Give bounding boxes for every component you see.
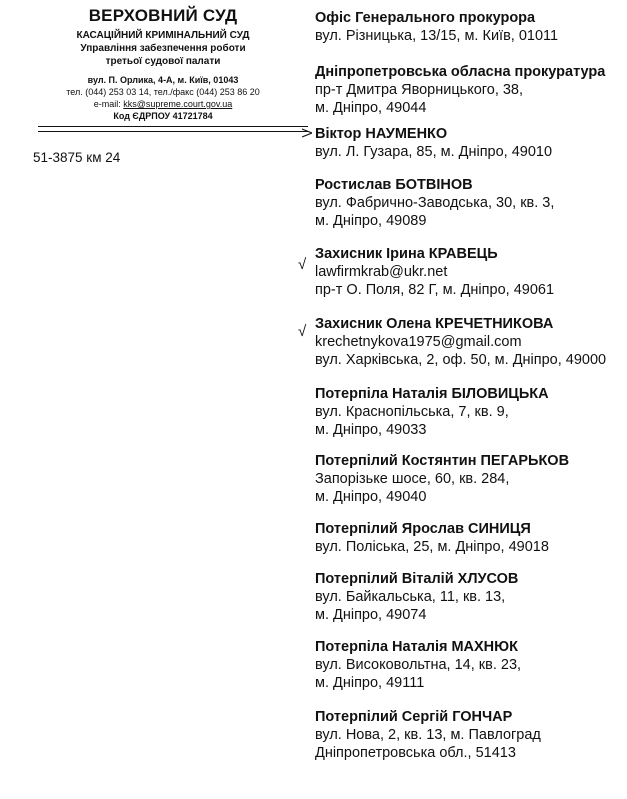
recipient-address-line: пр-т О. Поля, 82 Г, м. Дніпро, 49061 xyxy=(315,282,555,298)
recipient-block xyxy=(315,570,518,624)
recipient-address-line: м. Дніпро, 49044 xyxy=(315,100,427,116)
recipient-name: Ростислав БОТВІНОВ xyxy=(315,177,473,193)
recipient-name: Захисник Ірина КРАВЕЦЬ xyxy=(315,246,498,262)
recipient-block xyxy=(315,385,549,439)
header-divider-bottom xyxy=(38,131,308,132)
check-mark-icon: √ xyxy=(298,323,307,340)
recipient-address-line: вул. Високовольтна, 14, кв. 23, xyxy=(315,657,522,673)
recipient-address-line: вул. Л. Гузара, 85, м. Дніпро, 49010 xyxy=(315,144,553,160)
recipient-address-line: м. Дніпро, 49089 xyxy=(315,213,427,229)
court-subtitle-line: КАСАЦІЙНИЙ КРИМІНАЛЬНИЙ СУД xyxy=(76,30,250,41)
header-divider-top xyxy=(38,126,308,127)
recipient-block xyxy=(315,708,541,762)
court-email-line xyxy=(28,99,298,110)
recipient-email[interactable]: krechetnykova1975@gmail.com xyxy=(315,334,522,350)
recipient-block xyxy=(315,638,521,692)
recipient-address-line: вул. Харківська, 2, оф. 50, м. Дніпро, 49000 xyxy=(315,352,607,368)
recipient-name: Офіс Генерального прокурора xyxy=(315,10,536,26)
recipient-address-line: Запорізьке шосе, 60, кв. 284, xyxy=(315,471,510,487)
recipient-name: Віктор НАУМЕНКО xyxy=(315,126,448,142)
court-email-link[interactable]: kks@supreme.court.gov.ua xyxy=(123,99,233,109)
recipient-address-line: м. Дніпро, 49074 xyxy=(315,607,427,623)
divider-arrow-icon xyxy=(302,128,312,138)
recipient-block xyxy=(315,63,605,117)
recipient-block xyxy=(315,315,606,369)
recipient-name: Потерпілий Ярослав СИНИЦЯ xyxy=(315,521,531,537)
recipient-address-line: вул. Поліська, 25, м. Дніпро, 49018 xyxy=(315,539,549,555)
recipient-address-line: м. Дніпро, 49040 xyxy=(315,489,427,505)
recipient-name: Потерпілий Костянтин ПЕГАРЬКОВ xyxy=(315,453,570,469)
court-subtitle-line: третьої судової палати xyxy=(105,56,221,67)
recipient-address-line: вул. Краснопільська, 7, кв. 9, xyxy=(315,404,509,420)
recipient-name: Потерпіла Наталія БІЛОВИЦЬКА xyxy=(315,386,549,402)
check-mark-icon: √ xyxy=(298,256,307,273)
recipient-address-line: вул. Фабрично-Заводська, 30, кв. 3, xyxy=(315,195,555,211)
recipient-address-line: вул. Байкальська, 11, кв. 13, xyxy=(315,589,506,605)
recipient-address-line: Дніпропетровська обл., 51413 xyxy=(315,745,516,761)
recipient-address-line: вул. Різницька, 13/15, м. Київ, 01011 xyxy=(315,28,559,44)
recipient-name: Потерпілий Сергій ГОНЧАР xyxy=(315,709,513,725)
court-subtitle-line: Управління забезпечення роботи xyxy=(80,43,246,54)
recipient-block xyxy=(315,9,558,45)
court-email-label: e-mail: xyxy=(93,99,124,109)
recipient-email[interactable]: lawfirmkrab@ukr.net xyxy=(315,264,448,280)
registration-number: 51-3875 км 24 xyxy=(33,150,121,165)
recipient-block xyxy=(315,520,549,556)
recipient-block xyxy=(315,176,554,230)
recipient-block xyxy=(315,125,552,161)
recipient-address-line: м. Дніпро, 49033 xyxy=(315,422,427,438)
recipient-name: Потерпілий Віталій ХЛУСОВ xyxy=(315,571,519,587)
recipient-address-line: вул. Нова, 2, кв. 13, м. Павлоград xyxy=(315,727,541,743)
recipient-block xyxy=(315,452,569,506)
recipient-block xyxy=(315,245,554,299)
recipient-address-line: м. Дніпро, 49111 xyxy=(315,675,425,691)
court-address: вул. П. Орлика, 4-А, м. Київ, 01043 xyxy=(87,75,239,85)
court-edrpou-code: Код ЄДРПОУ 41721784 xyxy=(113,111,213,121)
recipient-name: Потерпіла Наталія МАХНЮК xyxy=(315,639,518,655)
court-title: ВЕРХОВНИЙ СУД xyxy=(88,6,238,25)
recipient-name: Дніпропетровська обласна прокуратура xyxy=(315,64,606,80)
recipient-address-line: пр-т Дмитра Яворницького, 38, xyxy=(315,82,524,98)
recipient-name: Захисник Олена КРЕЧЕТНИКОВА xyxy=(315,316,554,332)
court-phone: тел. (044) 253 03 14, тел./факс (044) 253 86 20 xyxy=(66,87,260,97)
